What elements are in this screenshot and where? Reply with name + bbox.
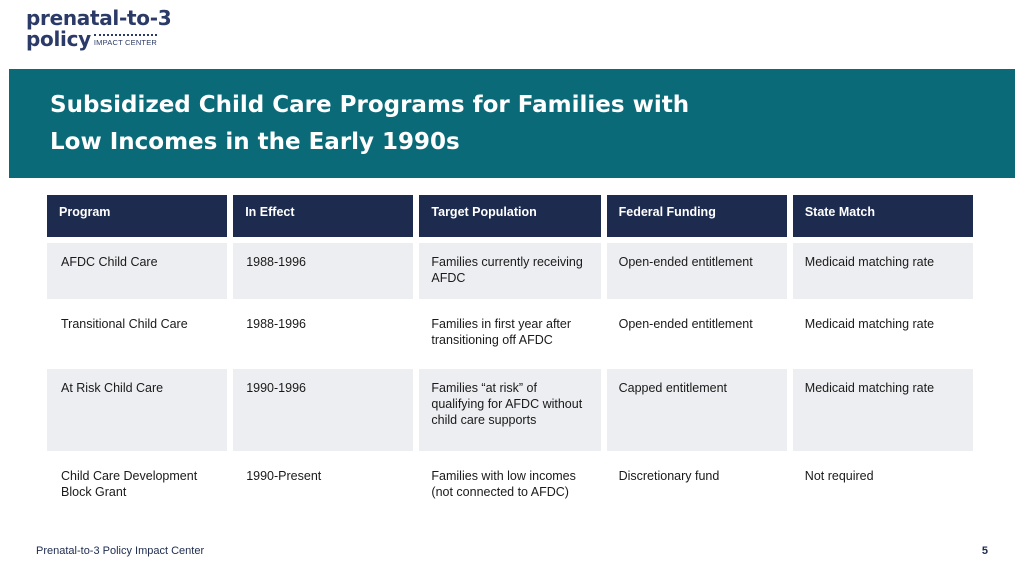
logo-line-1: prenatal-to-3 bbox=[26, 6, 172, 30]
cell-federal-funding: Capped entitlement bbox=[607, 369, 787, 451]
cell-target-population: Families currently receiving AFDC bbox=[419, 243, 600, 299]
slide-title bbox=[50, 87, 750, 161]
cell-target-population: Families in first year after transitioning off AFDC bbox=[419, 305, 600, 363]
page-number: 5 bbox=[981, 545, 988, 557]
cell-in-effect: 1990-Present bbox=[233, 457, 413, 517]
cell-target-population: Families with low incomes (not connected to AFDC) bbox=[419, 457, 600, 517]
cell-federal-funding: Open-ended entitlement bbox=[607, 243, 787, 299]
cell-in-effect: 1990-1996 bbox=[233, 369, 413, 451]
table-row bbox=[47, 243, 973, 299]
programs-table bbox=[47, 195, 973, 517]
header-federal-funding: Federal Funding bbox=[607, 195, 787, 237]
cell-state-match: Medicaid matching rate bbox=[793, 369, 973, 451]
table-row bbox=[47, 305, 973, 363]
table-row bbox=[47, 369, 973, 451]
logo bbox=[26, 8, 171, 49]
header-program: Program bbox=[47, 195, 227, 237]
logo-policy: policy bbox=[26, 27, 91, 51]
logo-subtitle: IMPACT CENTER bbox=[94, 34, 157, 47]
header-in-effect: In Effect bbox=[233, 195, 413, 237]
cell-in-effect: 1988-1996 bbox=[233, 305, 413, 363]
header-state-match: State Match bbox=[793, 195, 973, 237]
title-banner bbox=[9, 69, 1015, 178]
cell-program: AFDC Child Care bbox=[47, 243, 227, 299]
cell-program: Transitional Child Care bbox=[47, 305, 227, 363]
cell-program: Child Care Development Block Grant bbox=[47, 457, 227, 517]
cell-target-population: Families “at risk” of qualifying for AFDC without child care supports bbox=[419, 369, 600, 451]
slide-title-line-2: Low Incomes in the Early 1990s bbox=[50, 129, 460, 155]
table-row bbox=[47, 457, 973, 517]
cell-program: At Risk Child Care bbox=[47, 369, 227, 451]
cell-state-match: Medicaid matching rate bbox=[793, 243, 973, 299]
cell-state-match: Medicaid matching rate bbox=[793, 305, 973, 363]
cell-federal-funding: Discretionary fund bbox=[607, 457, 787, 517]
footer-org-name: Prenatal-to-3 Policy Impact Center bbox=[36, 545, 205, 557]
slide-title-line-1: Subsidized Child Care Programs for Families with bbox=[50, 92, 690, 118]
cell-state-match: Not required bbox=[793, 457, 973, 517]
cell-in-effect: 1988-1996 bbox=[233, 243, 413, 299]
table-header-row bbox=[47, 195, 973, 237]
logo-line-2 bbox=[26, 29, 171, 49]
header-target-population: Target Population bbox=[419, 195, 600, 237]
cell-federal-funding: Open-ended entitlement bbox=[607, 305, 787, 363]
